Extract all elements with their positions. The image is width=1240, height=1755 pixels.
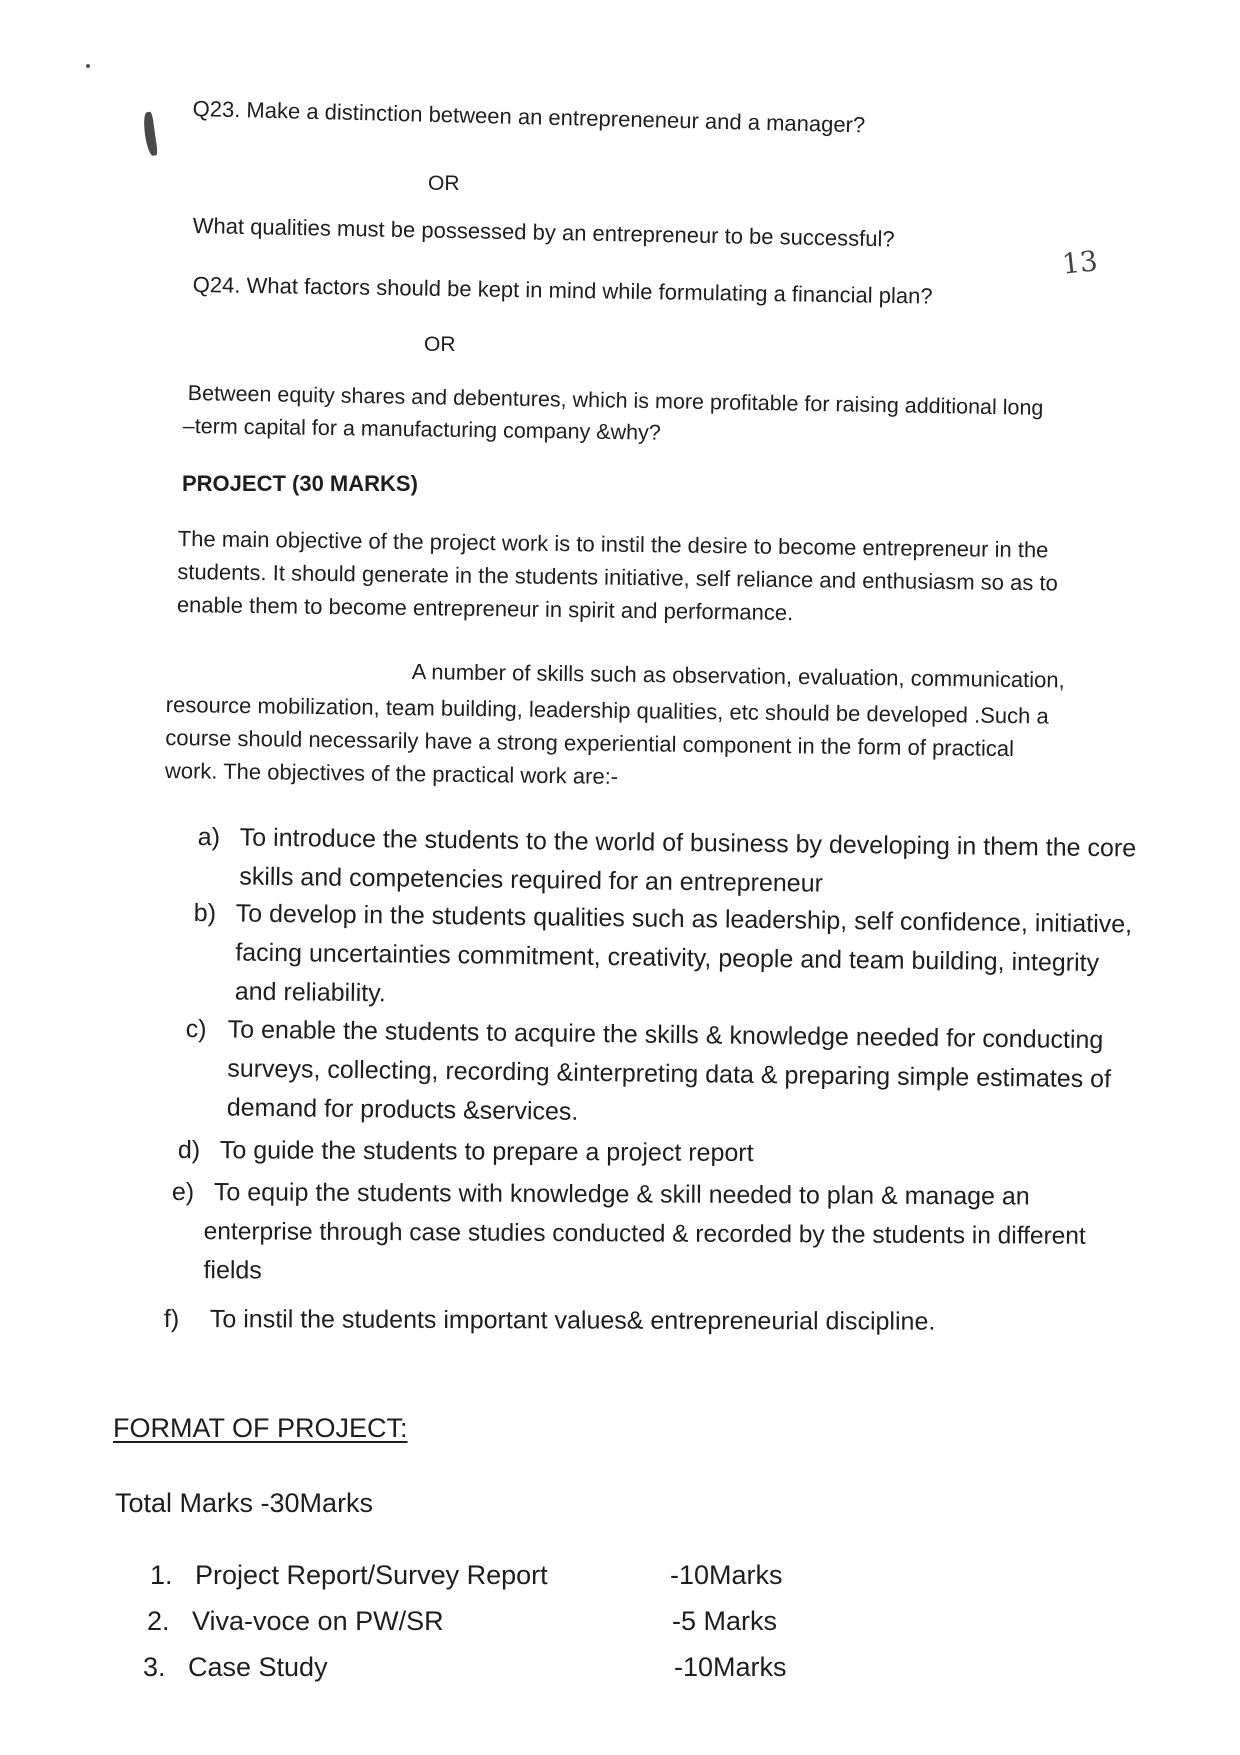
skills-paragraph-line1: A number of skills such as observation, evaluation, communication,: [411, 658, 1065, 693]
marks-row-value: -5 Marks: [672, 1606, 778, 1636]
list-text-line: To instil the students important values& entrepreneurial discipline.: [209, 1305, 936, 1336]
paragraph-line: work. The objectives of the practical work are:-: [164, 757, 619, 789]
q23-or: OR: [428, 172, 460, 195]
list-label: f): [163, 1305, 180, 1334]
list-label: b): [193, 898, 217, 928]
paragraph-line: The main objective of the project work is to instil the desire to become entrepreneur in the: [177, 525, 1049, 563]
list-text-line: fields: [203, 1256, 262, 1285]
total-marks: Total Marks -30Marks: [115, 1488, 374, 1518]
marks-row-number: 3.: [143, 1652, 166, 1682]
project-heading: PROJECT (30 MARKS): [182, 471, 418, 496]
scan-margin-mark: [142, 112, 158, 157]
list-item: [197, 818, 1158, 898]
paragraph-line: students. It should generate in the students initiative, self reliance and enthusiasm so as to: [177, 558, 1058, 596]
q23-alternative: What qualities must be possessed by an entrepreneur to be successful?: [192, 213, 895, 252]
list-text-line: To introduce the students to the world of business by developing in them the core: [239, 823, 1137, 863]
scan-dot: [86, 64, 90, 68]
list-text-line: demand for products &services.: [226, 1093, 579, 1126]
paragraph-line: course should necessarily have a strong experiential component in the form of practical: [165, 724, 1015, 762]
list-text-line: enterprise through case studies conducted & recorded by the students in different: [203, 1218, 1086, 1250]
q24-alternative-line2: –term capital for a manufacturing company &why?: [182, 414, 661, 445]
marks-row-value: -10Marks: [674, 1652, 787, 1682]
list-text-line: surveys, collecting, recording &interpreting data & preparing simple estimates of: [227, 1054, 1112, 1094]
list-text-line: skills and competencies required for an entrepreneur: [239, 862, 824, 898]
list-label: c): [185, 1014, 207, 1044]
skills-paragraph-rest: [165, 688, 1049, 799]
handwritten-note: 13: [1060, 244, 1100, 281]
list-text-line: facing uncertainties commitment, creativity, people and team building, integrity: [235, 938, 1100, 978]
paragraph-line: resource mobilization, team building, leadership qualities, etc should be developed .Such a: [165, 691, 1049, 729]
list-label: a): [197, 822, 221, 852]
paragraph-line: enable them to become entrepreneur in spirit and performance.: [176, 591, 794, 626]
list-label: d): [177, 1135, 201, 1165]
marks-row-value: -10Marks: [670, 1560, 783, 1590]
q24-alternative-line1: Between equity shares and debentures, which is more profitable for raising additional long: [187, 381, 1044, 420]
list-text-line: To enable the students to acquire the skills & knowledge needed for conducting: [227, 1015, 1104, 1055]
marks-row-label: Project Report/Survey Report: [195, 1560, 548, 1590]
marks-row-label: Case Study: [188, 1652, 328, 1682]
list-item: [171, 1173, 1182, 1285]
q23-question: Q23. Make a distinction between an entrepreneneur and a manager?: [192, 96, 866, 138]
marks-row-number: 2.: [147, 1606, 170, 1636]
list-item: [163, 1300, 1124, 1336]
q24-or: OR: [424, 333, 456, 356]
q24-question: Q24. What factors should be kept in mind while formulating a financial plan?: [192, 272, 933, 309]
list-text-line: To equip the students with knowledge & skill needed to plan & manage an: [213, 1178, 1030, 1211]
marks-row-number: 1.: [150, 1560, 173, 1590]
list-text-line: To develop in the students qualities such as leadership, self confidence, initiative,: [235, 899, 1133, 939]
list-text-line: To guide the students to prepare a project report: [219, 1136, 754, 1168]
marks-row-label: Viva-voce on PW/SR: [192, 1606, 444, 1636]
format-heading: FORMAT OF PROJECT:: [113, 1413, 408, 1443]
list-text-line: and reliability.: [234, 977, 386, 1008]
project-intro-paragraph: [177, 522, 1059, 633]
list-label: e): [171, 1177, 195, 1207]
